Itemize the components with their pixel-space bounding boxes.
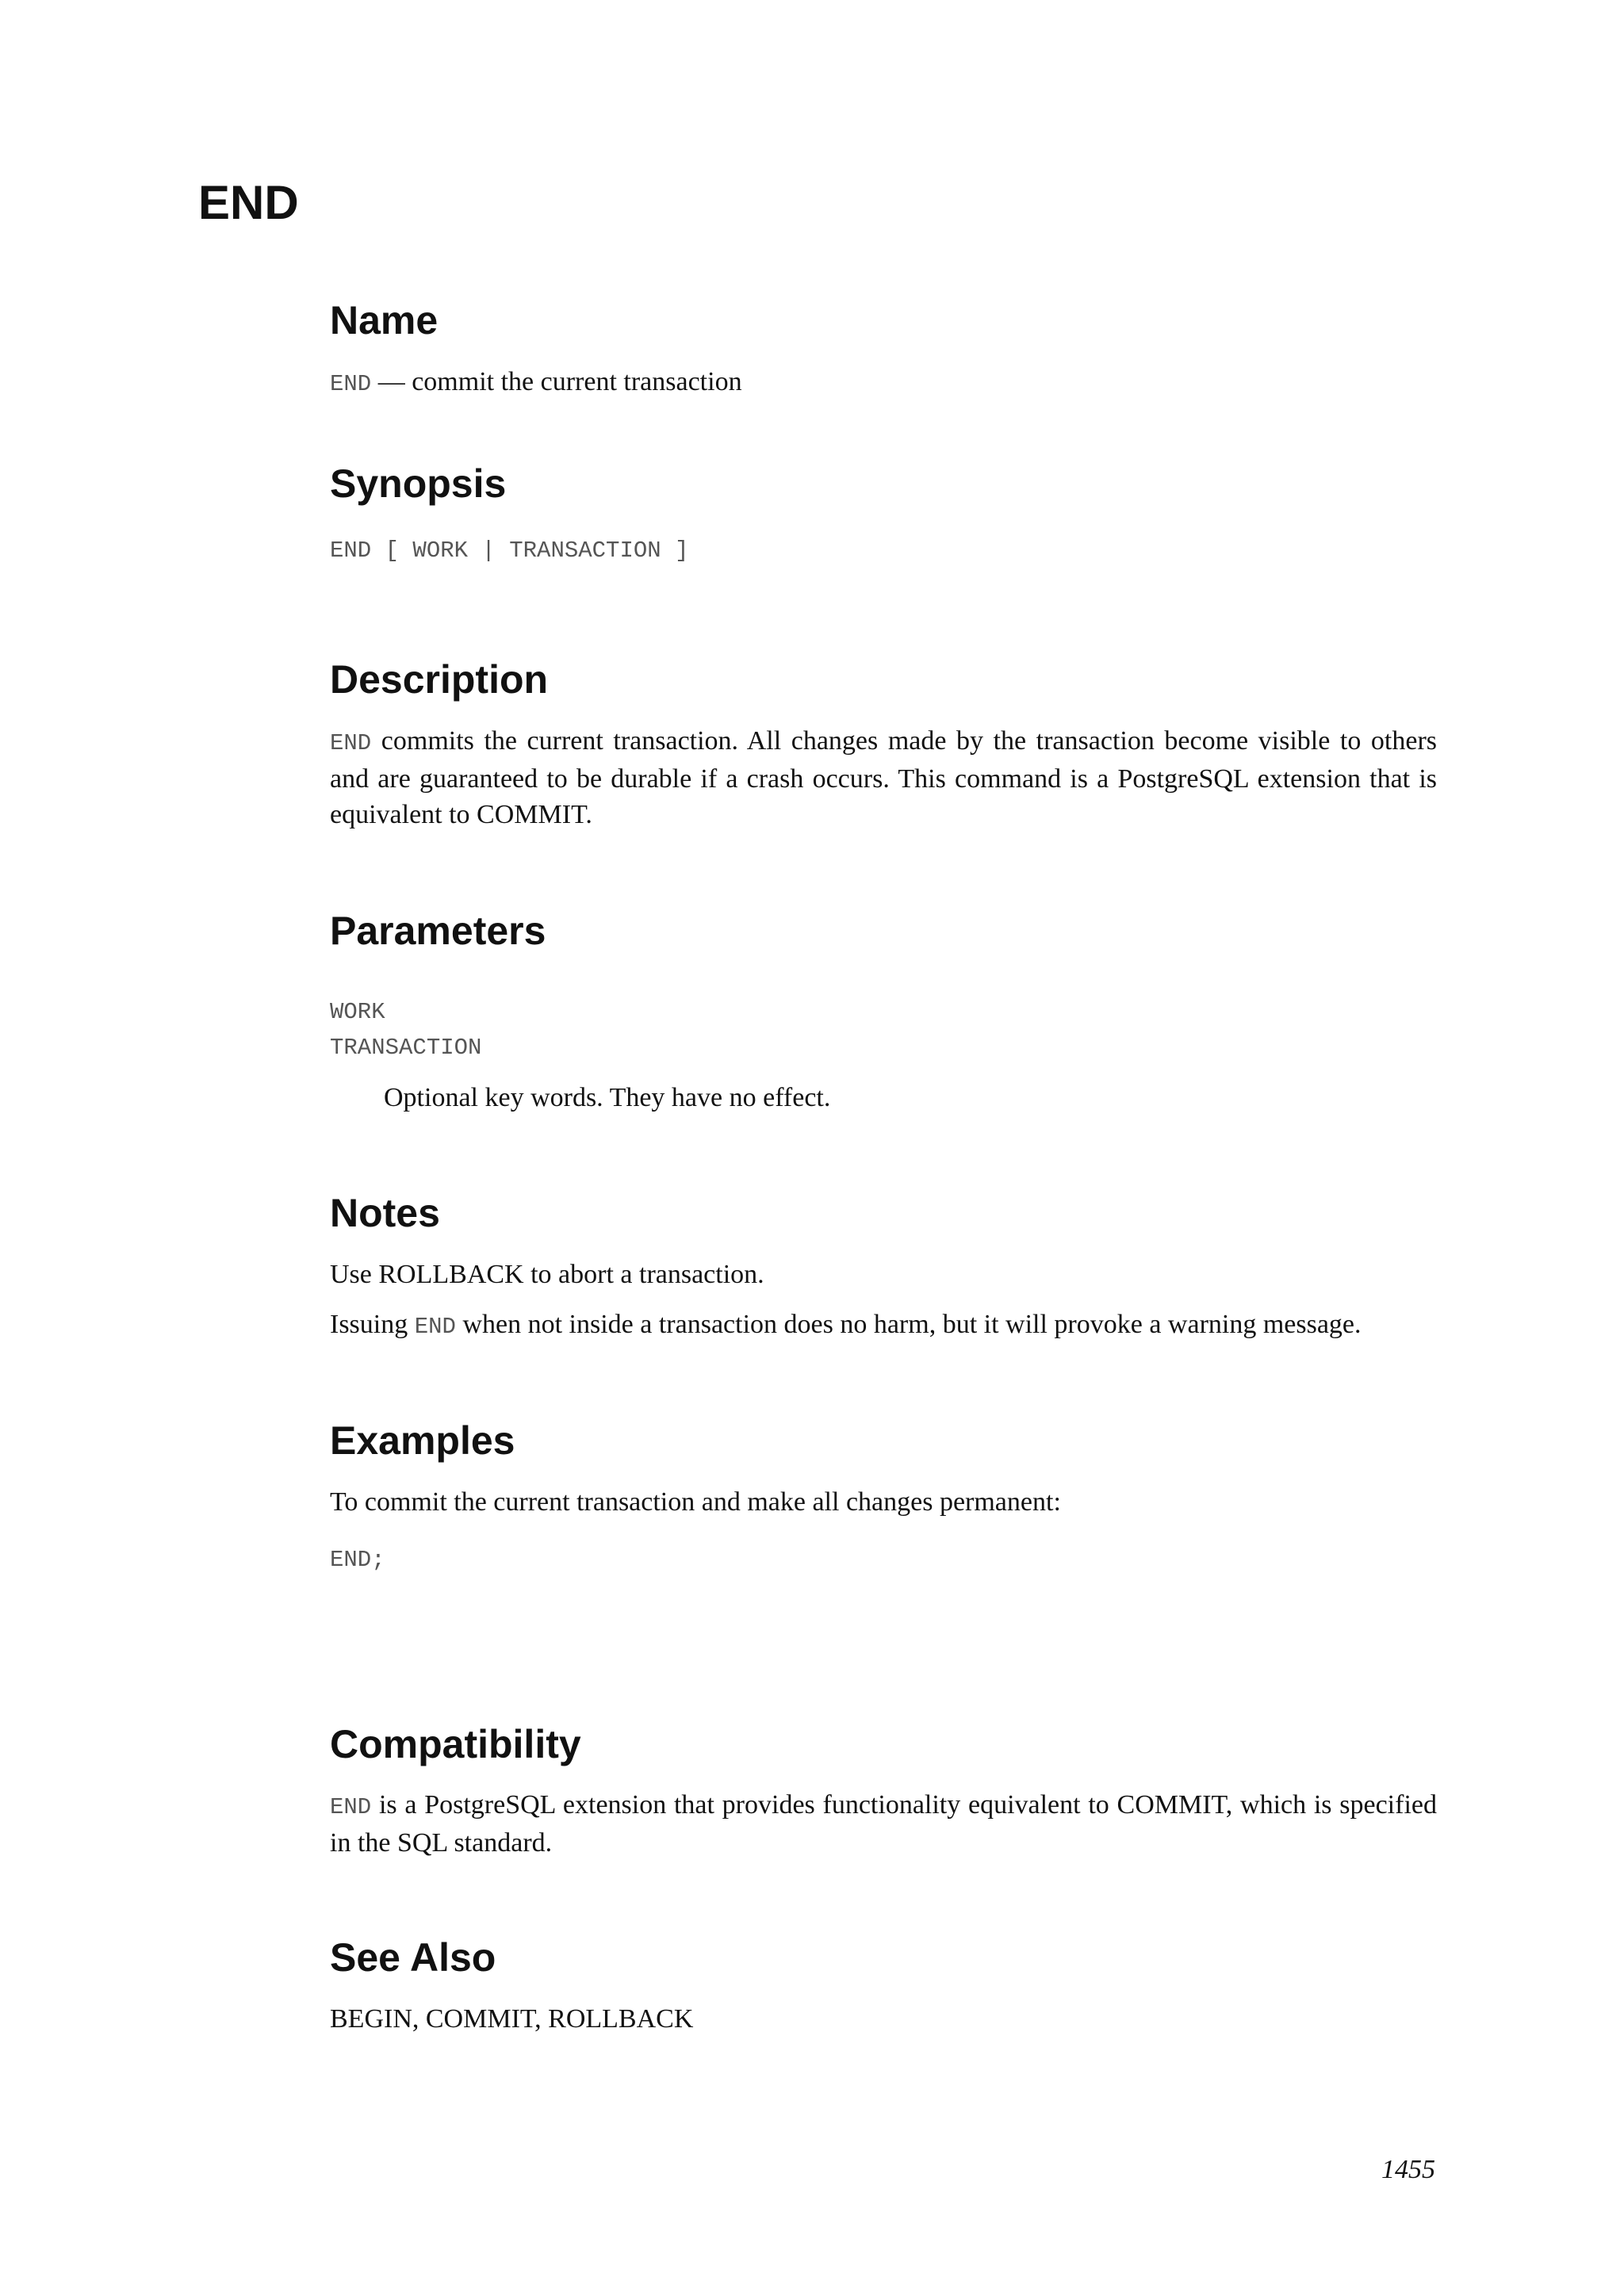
synopsis-heading: Synopsis — [330, 461, 507, 506]
parameter-term-transaction: TRANSACTION — [330, 1035, 482, 1061]
see-also-heading: See Also — [330, 1935, 496, 1980]
examples-heading: Examples — [330, 1418, 515, 1463]
name-heading: Name — [330, 298, 439, 342]
page-title: END — [198, 176, 299, 229]
parameters-heading: Parameters — [330, 909, 546, 953]
description-paragraph — [330, 723, 1437, 832]
name-command: END — [330, 371, 372, 397]
description-heading: Description — [330, 657, 549, 702]
synopsis-code: END [ WORK | TRANSACTION ] — [330, 538, 689, 564]
parameter-term-work: WORK — [330, 999, 385, 1025]
compatibility-command: END — [330, 1794, 372, 1820]
name-summary: — commit the current transaction — [371, 367, 742, 396]
notes-command: END — [414, 1314, 456, 1340]
examples-intro: To commit the current transaction and make all changes permanent: — [330, 1487, 1061, 1517]
compatibility-heading: Compatibility — [330, 1722, 581, 1766]
description-text: commits the current transaction. All changes made by the transaction become visible to others and are guaranteed to be durable if a crash occurs. This command is a PostgreSQL extension that is equivalent to COMMIT. — [330, 726, 1437, 829]
description-command: END — [330, 730, 372, 756]
notes-text-before: Issuing — [330, 1310, 415, 1339]
page-number: 1455 — [1381, 2155, 1435, 2184]
see-also-list: BEGIN, COMMIT, ROLLBACK — [330, 2004, 694, 2034]
compatibility-paragraph — [330, 1787, 1437, 1861]
compatibility-text: is a PostgreSQL extension that provides functionality equivalent to COMMIT, which is specified in the SQL standard. — [330, 1790, 1437, 1858]
parameter-definition: Optional key words. They have no effect. — [384, 1083, 831, 1112]
notes-paragraph-rollback: Use ROLLBACK to abort a transaction. — [330, 1260, 764, 1289]
notes-text-after: when not inside a transaction does no harm, but it will provoke a warning message. — [455, 1310, 1362, 1339]
notes-heading: Notes — [330, 1191, 440, 1235]
notes-paragraph-warning — [330, 1307, 1437, 1345]
examples-code: END; — [330, 1547, 385, 1573]
name-paragraph — [330, 364, 1437, 402]
